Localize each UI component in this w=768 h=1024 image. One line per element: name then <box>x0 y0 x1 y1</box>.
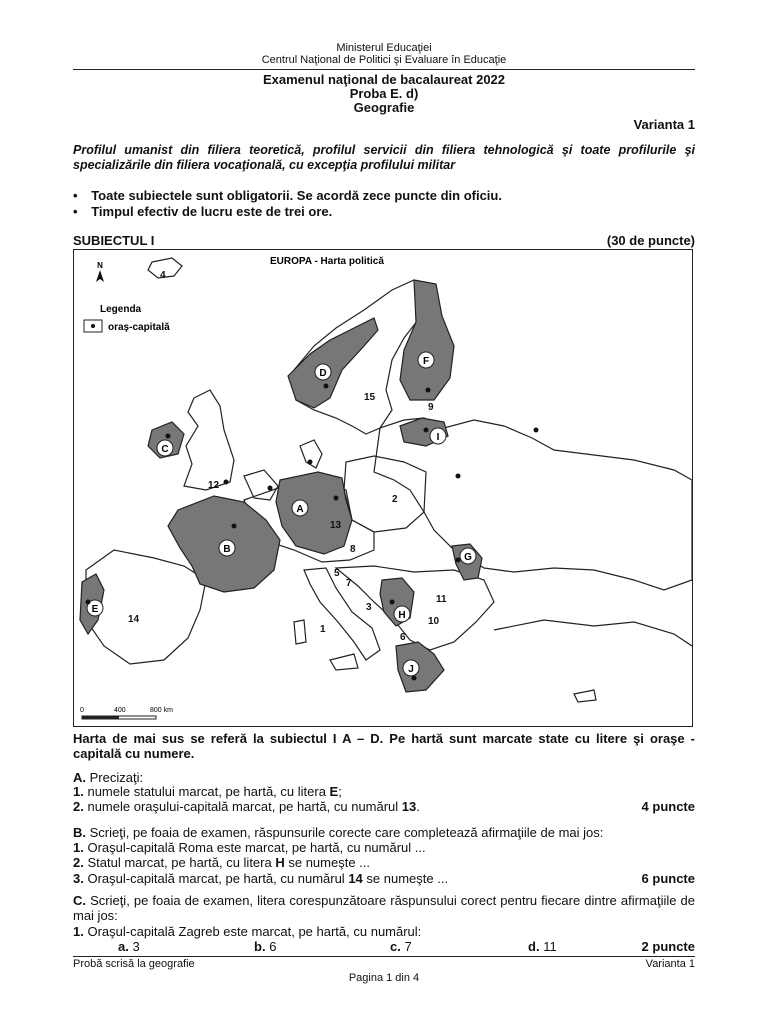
bullet-icon: • <box>73 188 78 203</box>
svg-text:A: A <box>296 504 304 515</box>
option-a: a. 3 <box>118 939 140 954</box>
state-a-germany <box>276 472 352 554</box>
rule-item: • Timpul efectiv de lucru este de trei ore. <box>73 204 333 219</box>
svg-text:14: 14 <box>128 614 140 625</box>
sicily-outline <box>330 654 358 670</box>
part-a-q2: 2. numele oraşului-capitală marcat, pe hartă, cu numărul 13. <box>73 799 420 814</box>
svg-text:7: 7 <box>346 578 352 589</box>
svg-text:13: 13 <box>330 520 342 531</box>
option-b: b. 6 <box>254 939 277 954</box>
svg-text:10: 10 <box>428 616 440 627</box>
subject-title: Geografie <box>353 100 415 115</box>
label-d <box>315 364 331 380</box>
legend-title: Legenda <box>100 304 142 315</box>
label-f <box>418 352 434 368</box>
italy-outline <box>304 568 380 660</box>
option-c: c. 7 <box>390 939 412 954</box>
north-arrow-icon <box>96 261 104 282</box>
svg-text:B: B <box>223 544 231 555</box>
svg-text:1: 1 <box>320 624 326 635</box>
footer-left: Probă scrisă la geografie <box>73 958 195 970</box>
svg-text:2: 2 <box>392 494 398 505</box>
svg-text:E: E <box>91 604 99 615</box>
part-a-q1: 1. numele statului marcat, pe hartă, cu litera E; <box>73 784 342 799</box>
label-i <box>430 428 446 444</box>
footer-rule <box>73 956 695 957</box>
part-b-title: B. Scrieţi, pe foaia de examen, răspunsurile corecte care completează afirmaţiile de mai jos: <box>73 825 604 840</box>
map-svg <box>74 250 692 726</box>
part-b-q3: 3. Oraşul-capitală marcat, pe hartă, cu numărul 14 se numeşte ... <box>73 871 449 886</box>
svg-text:4: 4 <box>160 270 166 281</box>
cyprus-outline <box>574 690 596 702</box>
section-points: (30 de puncte) <box>606 233 695 248</box>
svg-text:11: 11 <box>436 594 447 605</box>
label-j <box>403 660 419 676</box>
page-number: Pagina 1 din 4 <box>348 972 420 984</box>
label-b <box>219 540 235 556</box>
part-b-points: 6 puncte <box>641 871 695 886</box>
label-a <box>292 500 308 516</box>
svg-text:J: J <box>408 664 414 675</box>
ministry-name: Ministerul Educaţiei <box>336 42 432 54</box>
sardinia-outline <box>294 620 306 644</box>
footer-right: Varianta 1 <box>645 958 695 970</box>
svg-text:5: 5 <box>334 568 340 579</box>
part-b-q1: 1. Oraşul-capitală Roma este marcat, pe hartă, cu numărul ... <box>73 840 426 855</box>
map-title: EUROPA - Harta politică <box>270 256 384 267</box>
part-c-q1: 1. Oraşul-capitală Zagreb este marcat, pe hartă, cu numărul: <box>73 924 422 939</box>
svg-text:N: N <box>97 261 103 270</box>
center-name: Centrul Naţional de Politici şi Evaluare în Educaţie <box>261 54 507 66</box>
iberia-outline <box>86 550 206 664</box>
svg-text:H: H <box>398 610 406 621</box>
svg-text:800 km: 800 km <box>150 707 173 714</box>
svg-text:C: C <box>161 444 169 455</box>
legend-item: oraş-capitală <box>108 322 170 333</box>
europe-map <box>73 249 693 727</box>
header-rule <box>73 69 695 70</box>
part-c-title: C. Scrieţi, pe foaia de examen, litera corespunzătoare răspunsului corect pentru fiecare dintre afirmaţiile de mai jos: <box>73 893 695 923</box>
rule-item: • Toate subiectele sunt obligatorii. Se acordă zece puncte din oficiu. <box>73 188 502 203</box>
label-h <box>394 606 410 622</box>
exam-title: Examenul naţional de bacalaureat 2022 <box>262 72 506 87</box>
profile-note: Profilul umanist din filiera teoretică, profilul servicii din filiera tehnologică şi toate profilurile şi specializările din filiera vocaţională, cu excepţia profilului militar <box>73 143 695 172</box>
svg-text:F: F <box>422 356 430 367</box>
section-title: SUBIECTUL I <box>73 233 155 248</box>
part-c-points: 2 puncte <box>641 939 695 954</box>
benelux-outline <box>244 470 278 500</box>
scale-bar <box>80 707 173 719</box>
part-a-title: A. Precizaţi: <box>73 770 144 785</box>
svg-text:6: 6 <box>400 632 406 643</box>
svg-text:3: 3 <box>366 602 372 613</box>
svg-text:15: 15 <box>364 392 376 403</box>
svg-text:G: G <box>464 552 472 563</box>
svg-text:D: D <box>319 368 327 379</box>
map-intro: Harta de mai sus se referă la subiectul I A – D. Pe hartă sunt marcate state cu litere şi oraşe - capitală cu numere. <box>73 731 695 761</box>
state-f-finland <box>400 280 454 400</box>
part-a-points: 4 puncte <box>641 799 695 814</box>
svg-text:0: 0 <box>80 707 84 714</box>
variant-label: Varianta 1 <box>633 117 695 132</box>
label-c <box>157 440 173 456</box>
svg-text:8: 8 <box>350 544 356 555</box>
part-b-q2: 2. Statul marcat, pe hartă, cu litera H se numeşte ... <box>73 855 370 870</box>
svg-text:I: I <box>436 432 440 443</box>
svg-text:9: 9 <box>428 402 434 413</box>
proba-title: Proba E. d) <box>349 86 419 101</box>
label-g <box>460 548 476 564</box>
britain-outline <box>184 390 234 490</box>
turkey-outline <box>494 620 692 646</box>
poland-outline <box>344 456 426 532</box>
svg-text:400: 400 <box>114 707 126 714</box>
option-d: d. 11 <box>528 939 557 954</box>
bullet-icon: • <box>73 204 78 219</box>
svg-text:12: 12 <box>208 480 220 491</box>
